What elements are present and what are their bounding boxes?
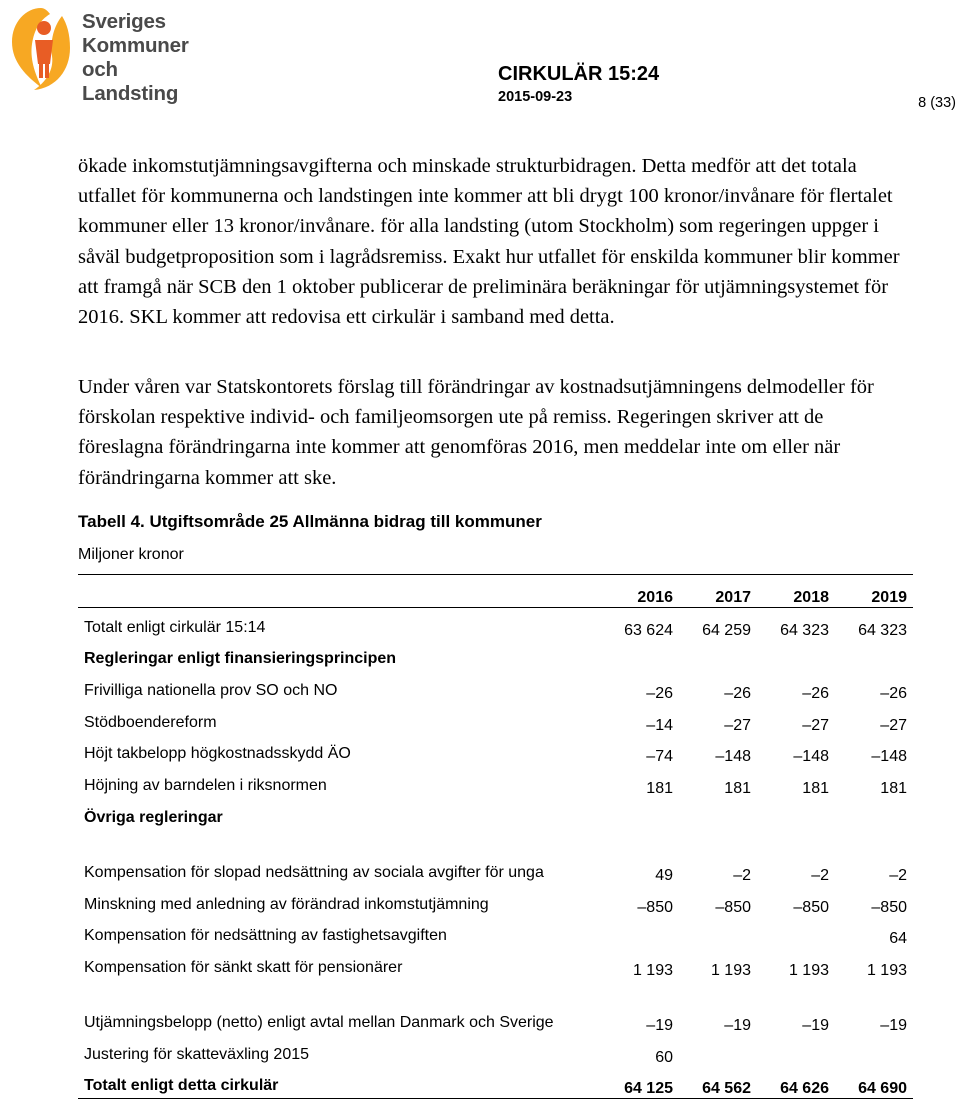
total-label: Totalt enligt detta cirkulär [78,1067,601,1099]
row-label: Höjt takbelopp högkostnadsskydd ÄO [84,745,351,763]
row-label: Frivilliga nationella prov SO och NO [84,682,338,700]
cell-value [679,917,757,949]
cell-value: –850 [715,898,751,916]
cell-value: 64 323 [858,621,907,639]
row-label: Stödboendereform [84,713,217,731]
budget-table [78,574,913,1099]
cell-value: 64 690 [835,1067,913,1099]
cell-value [835,640,913,672]
cell-value: –148 [715,748,751,766]
column-header: 2016 [637,589,673,606]
table-title: Tabell 4. Utgiftsområde 25 Allmänna bidrag till kommuner [78,512,542,531]
page-number: 8 (33) [918,95,956,111]
cell-value: 64 626 [757,1067,835,1099]
cell-value: 64 259 [702,621,751,639]
column-header: 2017 [715,589,751,606]
paragraph: ökade inkomstutjämningsavgifterna och minskade strukturbidragen. Detta medför att det totala utfallet för kommunerna och landstingen inte kommer att bli drygt 100 kronor/invånare för flertalet kommuner eller 13 kronor/invånare. för alla landsting (utom Stockholm) som regeringen uppger i såväl budgetproposition som i lagrådsremiss. Exakt hur utfallet för enskilda kommuner blir kommer att framgå när SCB den 1 oktober publicerar de preliminära beräkningar för utjämningsystemet för 2016. SKL kommer att redovisa ett cirkulär i samband med detta. [78,155,900,329]
table-unit: Miljoner kronor [78,546,184,563]
cell-value: 1 193 [710,961,751,979]
table-row [78,766,913,798]
cell-value: 181 [802,780,829,798]
cell-value [757,917,835,949]
cell-value [601,798,679,830]
table-row [78,948,913,980]
table-section-row [78,640,913,672]
cell-value: 64 [889,930,907,948]
paragraph: Under våren var Statskontorets förslag till förändringar av kostnadsutjämningens delmodeller för förskolan respektive individ- och familjeomsorgen ute på remiss. Regeringen skriver att de föreslagna förändringarna inte kommer att genomföras 2016, men meddelar inte om eller när förändringarna kommer att ske. [78,376,874,489]
cell-value: 1 193 [866,961,907,979]
cell-value: –2 [811,866,829,884]
cell-value: –850 [793,898,829,916]
logo-line: och Landsting [82,58,179,105]
cell-value: –148 [793,748,829,766]
row-label: Höjning av barndelen i riksnormen [84,777,327,795]
cell-value [757,798,835,830]
cell-value [601,917,679,949]
section-label: Övriga regleringar [84,808,223,826]
logo-line: Sveriges [82,10,166,33]
cell-value: –26 [802,685,829,703]
cell-value [679,640,757,672]
cell-value: 49 [655,866,673,884]
table-row [78,671,913,703]
table-total-row [78,1067,913,1099]
cell-value: –850 [637,898,673,916]
cell-value: –2 [889,866,907,884]
table-row [78,1035,913,1067]
cell-value [601,640,679,672]
skl-logo [4,4,216,105]
cell-value: –27 [880,716,907,734]
logo-line: Kommuner [82,34,189,57]
table-row [78,735,913,767]
row-label: Utjämningsbelopp (netto) enligt avtal mellan Danmark och Sverige [84,1013,554,1031]
cell-value [679,798,757,830]
cell-value: 64 323 [780,621,829,639]
logo-text [82,10,216,106]
cell-value: 63 624 [624,621,673,639]
cell-value: –26 [880,685,907,703]
cell-value: 64 125 [601,1067,679,1099]
cell-value: –27 [724,716,751,734]
document-date: 2015-09-23 [498,89,573,105]
cell-value: 1 193 [632,961,673,979]
row-label: Justering för skatteväxling 2015 [84,1045,310,1063]
cell-value: –850 [871,898,907,916]
cell-value: –19 [802,1016,829,1034]
column-header: 2018 [793,589,829,606]
column-header: 2019 [871,589,907,606]
row-label: Minskning med anledning av förändrad inkomstutjämning [84,895,489,913]
cell-value: –19 [724,1016,751,1034]
cell-value: –26 [724,685,751,703]
row-label: Totalt enligt cirkulär 15:14 [84,618,266,636]
cell-value: 181 [724,780,751,798]
cell-value: 64 562 [679,1067,757,1099]
cell-value: 60 [655,1048,673,1066]
row-label: Kompensation för nedsättning av fastighetsavgiften [84,927,447,945]
header-label-cell [78,575,601,608]
cell-value: –26 [646,685,673,703]
cell-value: –148 [871,748,907,766]
table-row [78,917,913,949]
table-header-row [78,575,913,608]
table-row [78,885,913,917]
cell-value [835,798,913,830]
section-label: Regleringar enligt finansieringsprincipen [84,650,397,668]
table-section-row [78,798,913,830]
cell-value: 181 [646,780,673,798]
skl-logo-mark [4,4,78,96]
document-title: CIRKULÄR 15:24 [498,63,660,85]
table-row [78,608,913,640]
cell-value [679,1035,757,1067]
cell-value: –74 [646,748,673,766]
cell-value: –2 [733,866,751,884]
row-label: Kompensation för sänkt skatt för pensionärer [84,958,403,976]
table-row [78,830,913,885]
cell-value: 181 [880,780,907,798]
cell-value: 1 193 [788,961,829,979]
cell-value [757,1035,835,1067]
cell-value: –19 [880,1016,907,1034]
table-row [78,703,913,735]
cell-value: –27 [802,716,829,734]
cell-value [835,1035,913,1067]
row-label: Kompensation för slopad nedsättning av sociala avgifter för unga [84,863,544,881]
cell-value: –14 [646,716,673,734]
cell-value: –19 [646,1016,673,1034]
cell-value [757,640,835,672]
table-row [78,980,913,1035]
